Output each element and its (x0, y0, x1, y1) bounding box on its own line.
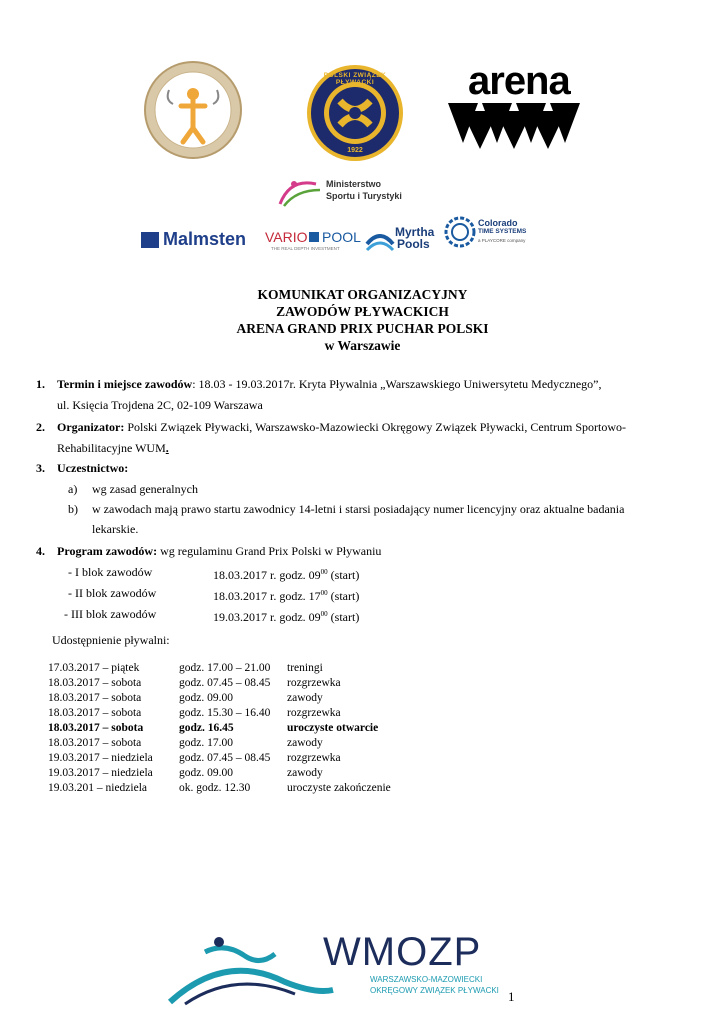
pzp-logo-year: 1922 (347, 147, 363, 154)
schedule-row: 18.03.2017 – sobota godz. 07.45 – 08.45 rozgrzewka (48, 677, 341, 689)
section-4-text: wg regulaminu Grand Prix Polski w Pływaniu (157, 544, 382, 558)
section-4-number: 4. (36, 544, 45, 558)
section-2-label: Organizator: (57, 420, 125, 434)
section-3-item-a-text: wg zasad generalnych (92, 482, 198, 496)
schedule-row-highlight: 18.03.2017 – sobota godz. 16.45 uroczyste otwarcie (48, 722, 379, 734)
schedule-row: 18.03.2017 – sobota godz. 15.30 – 16.40 rozgrzewka (48, 707, 341, 719)
section-1-number: 1. (36, 377, 45, 391)
section-2-line-2: Rehabilitacyjne WUM. (57, 441, 169, 455)
heading-line-1: KOMUNIKAT ORGANIZACYJNY (257, 287, 468, 302)
ministry-logo: Ministerstwo Sportu i Turystyki (276, 176, 416, 210)
block-3-name: - III blok zawodów (64, 607, 157, 621)
section-3-item-a-mark: a) (68, 482, 78, 496)
section-3-number: 3. (36, 461, 45, 475)
block-2-time: 18.03.2017 r. godz. $17^{00}$ (start) (213, 589, 360, 603)
block-1-name: - I blok zawodów (68, 565, 153, 579)
section-3-item-b-text: w zawodach mają prawo startu zawodnicy 14-letni i starsi posiadający numer licencyjny oraz aktualne badania (92, 502, 625, 516)
schedule-row: 19.03.201 – niedziela ok. godz. 12.30 uroczyste zakończenie (48, 782, 391, 794)
schedule-row: 17.03.2017 – piątek godz. 17.00 – 21.00 treningi (48, 662, 323, 674)
section-1-text: : 18.03 - 19.03.2017r. Kryta Pływalnia „Warszawskiego Uniwersytetu Medycznego”, (192, 377, 602, 391)
block-1-time: 18.03.2017 r. godz. $09^{00}$ (start) (213, 568, 360, 582)
section-2-line-1 (57, 420, 626, 435)
wmozp-title: WMOZP (323, 930, 482, 974)
pool-access-title: Udostępnienie pływalni: (52, 633, 170, 647)
heading-line-4: w Warszawie (324, 338, 401, 353)
section-1-line-1 (57, 377, 601, 392)
section-3-item-b-mark: b) (68, 502, 78, 516)
pool-access-schedule (48, 661, 391, 796)
section-1-label: Termin i miejsce zawodów (57, 377, 193, 391)
section-2-number: 2. (36, 420, 45, 434)
schedule-row: 19.03.2017 – niedziela godz. 09.00 zawody (48, 767, 323, 779)
section-1-line-2: ul. Księcia Trojdena 2C, 02-109 Warszawa (57, 398, 263, 412)
schedule-row: 18.03.2017 – sobota godz. 09.00 zawody (48, 692, 323, 704)
section-2-text: Polski Związek Pływacki, Warszawsko-Mazowiecki Okręgowy Związek Pływacki, Centrum Sportowo- (124, 420, 627, 434)
block-3-time: 19.03.2017 r. godz. $09^{00}$ (start) (213, 610, 360, 624)
block-2-name: - II blok zawodów (68, 586, 157, 600)
wmozp-subtitle-2: OKRĘGOWY ZWIĄZEK PŁYWACKI (370, 986, 499, 995)
section-3-label: Uczestnictwo: (57, 461, 129, 475)
wmozp-subtitle-1: WARSZAWSKO-MAZOWIECKI (370, 975, 483, 984)
pzp-logo-text: POLSKI ZWIĄZEK PŁYWACKI (323, 72, 387, 86)
section-3-item-b-line-2: lekarskie. (92, 522, 139, 536)
wmozp-logo (165, 930, 515, 1010)
polski-zwiazek-plywacki-logo (305, 63, 405, 163)
schedule-row: 18.03.2017 – sobota godz. 17.00 zawody (48, 737, 323, 749)
colorado-time-systems-logo: Colorado TIME SYSTEMS a PLAYCORE company (444, 216, 528, 250)
centrum-sportowe-logo (143, 60, 243, 160)
malmsten-logo: Malmsten (141, 228, 259, 252)
schedule-row: 19.03.2017 – niedziela godz. 07.45 – 08.45 rozgrzewka (48, 752, 341, 764)
heading-line-2: ZAWODÓW PŁYWACKICH (276, 304, 449, 319)
variopool-logo: VARIO POOL THE REAL DEPTH INVESTMENT (265, 229, 361, 251)
heading-line-3: ARENA GRAND PRIX PUCHAR POLSKI (236, 321, 489, 336)
myrtha-pools-logo: Myrtha Pools (365, 224, 443, 252)
page-number: 1 (508, 989, 515, 1004)
arena-logo: arena (448, 65, 580, 155)
section-4-line-1 (57, 544, 381, 559)
section-4-label: Program zawodów: (57, 544, 158, 558)
